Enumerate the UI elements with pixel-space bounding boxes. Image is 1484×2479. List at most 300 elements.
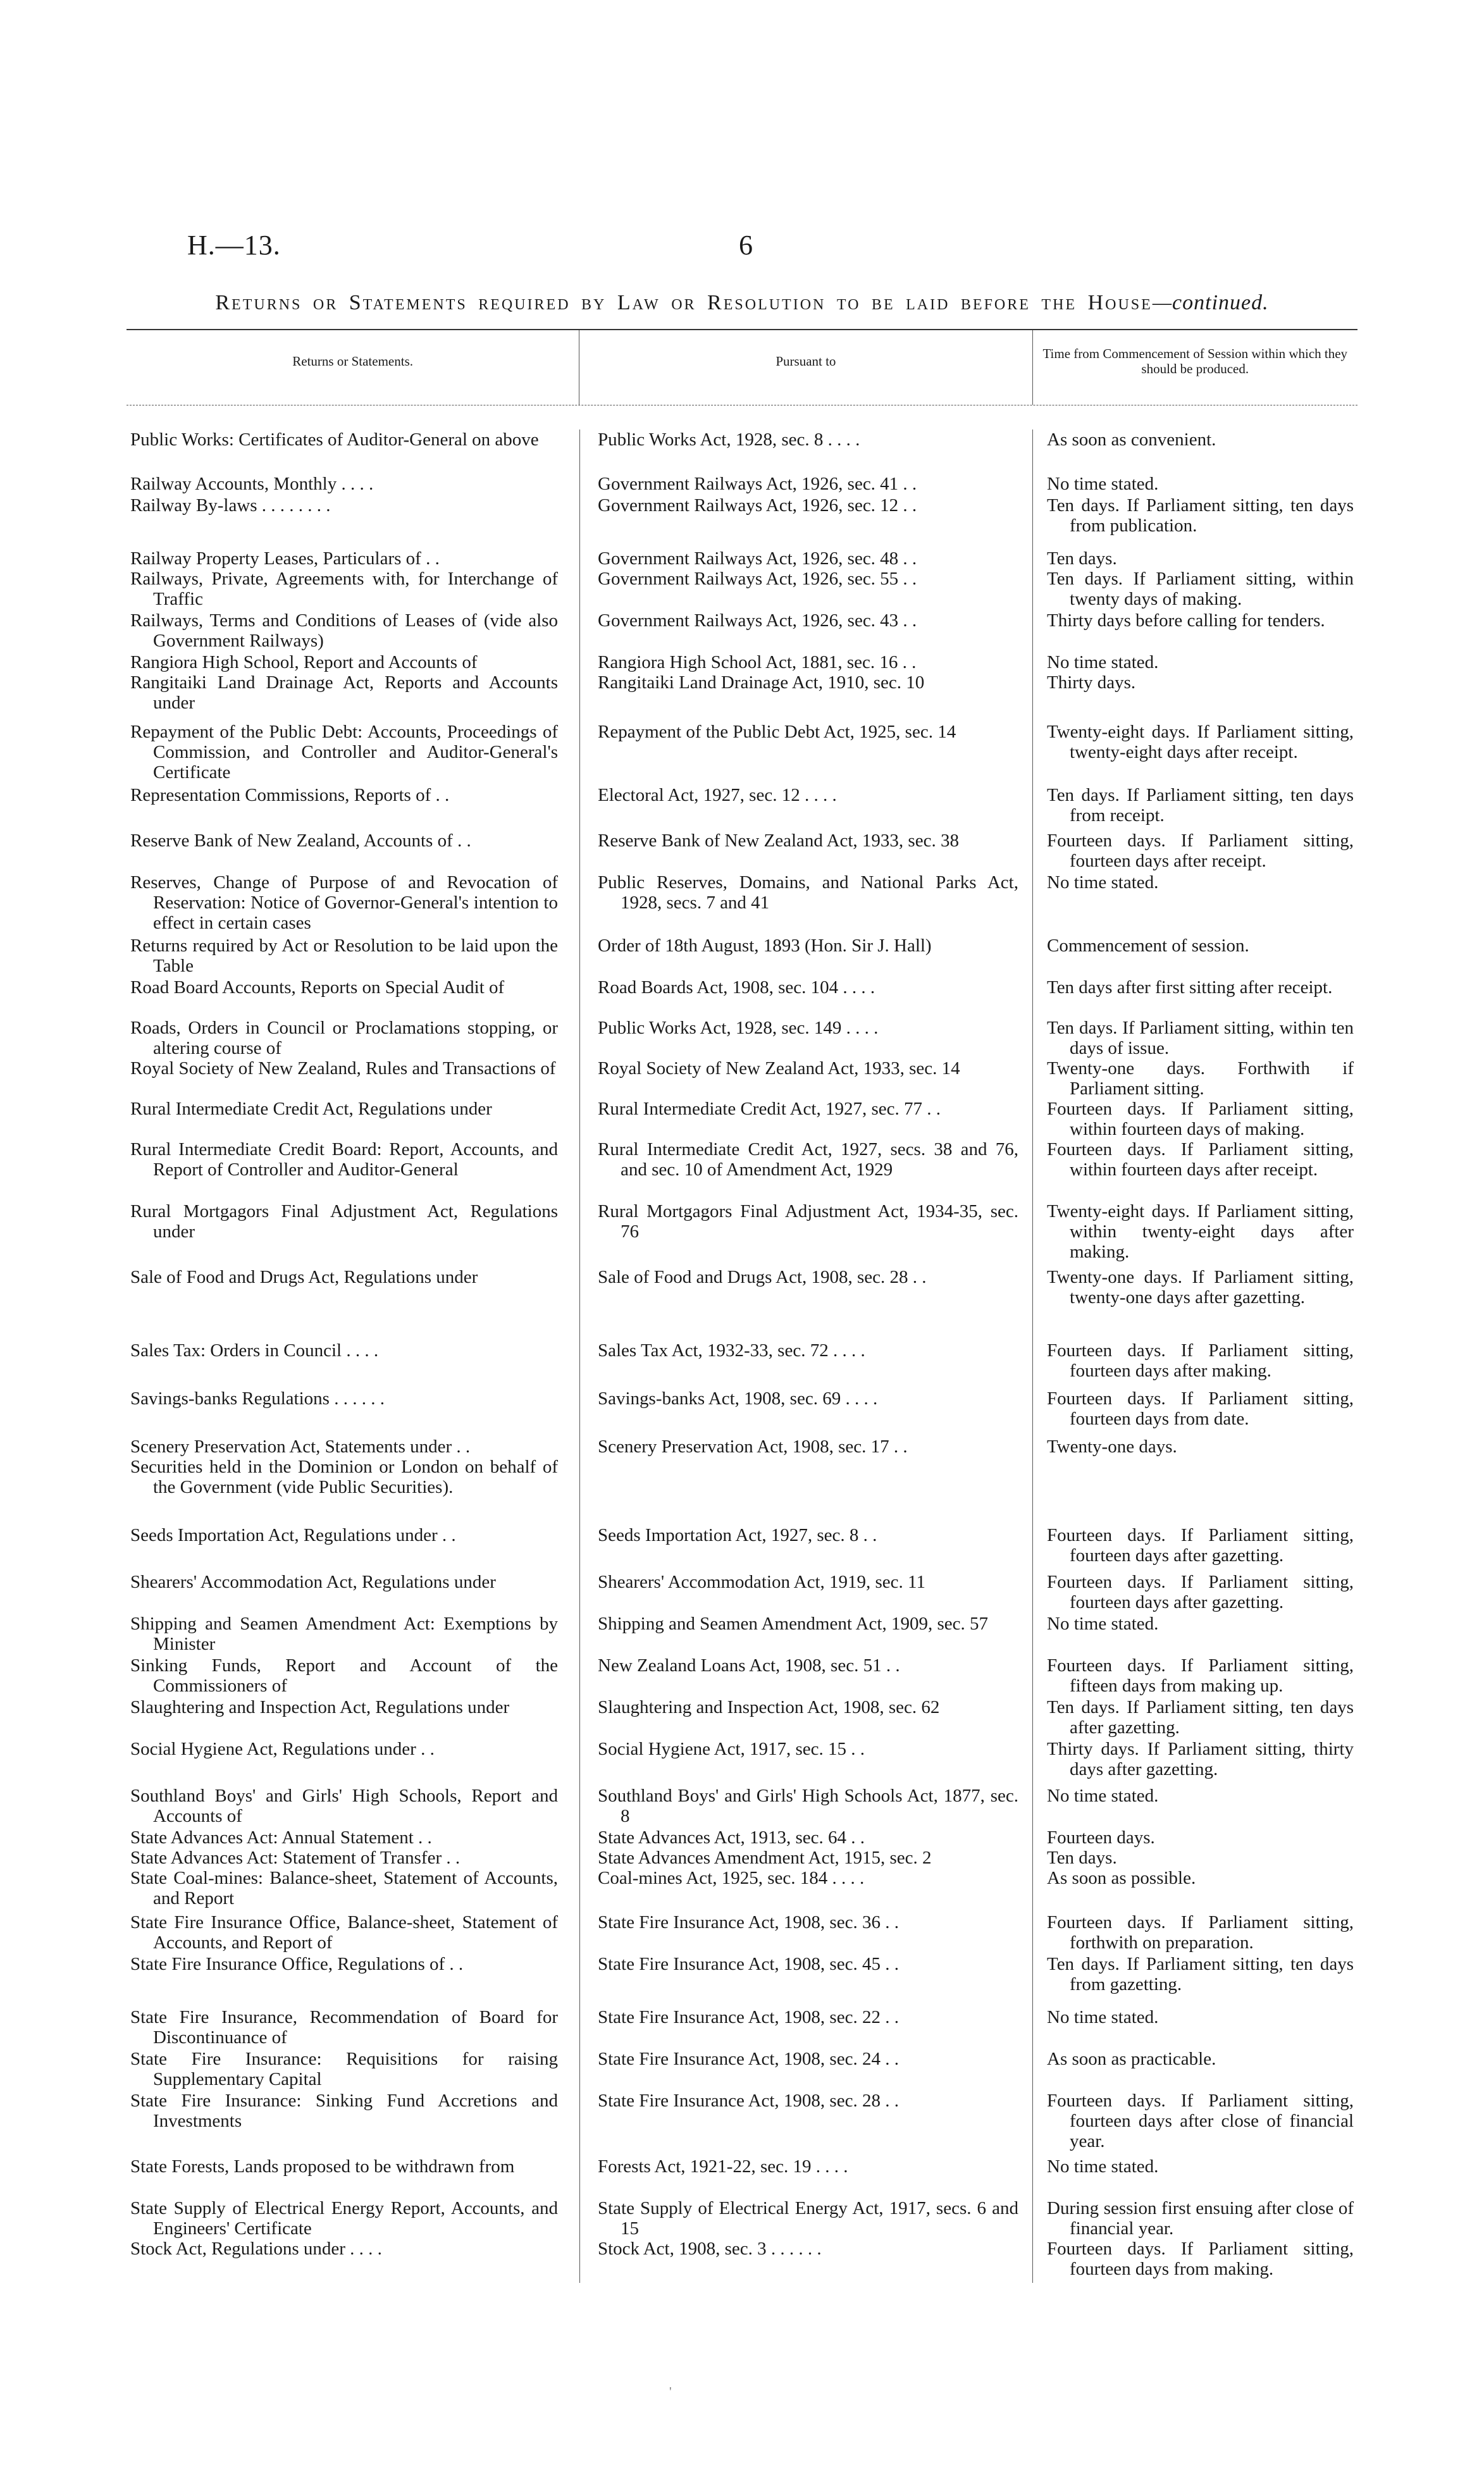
pursuant-cell — [579, 2049, 1032, 2091]
time-cell-text: Thirty days before calling for tenders. — [1047, 610, 1325, 631]
document-title — [0, 291, 1484, 315]
time-cell — [1032, 977, 1357, 1018]
time-cell-text: No time stated. — [1047, 872, 1159, 893]
time-cell — [1032, 1868, 1357, 1912]
time-cell — [1032, 1201, 1357, 1267]
table-row — [127, 1868, 1357, 1912]
pursuant-cell-text: State Fire Insurance Act, 1908, sec. 22 . . — [598, 2007, 899, 2027]
pursuant-cell — [579, 1572, 1032, 1614]
time-cell — [1032, 722, 1357, 785]
returns-cell-text: Roads, Orders in Council or Proclamations stopping, or altering course of — [130, 1018, 558, 1058]
table-row — [127, 1201, 1357, 1267]
time-cell-text: Fourteen days. If Parliament sitting, fourteen days after gazetting. — [1047, 1525, 1354, 1566]
time-cell — [1032, 1954, 1357, 2007]
returns-cell-text: Savings-banks Regulations . . . . . . — [130, 1388, 385, 1409]
returns-cell — [127, 1848, 579, 1868]
pursuant-cell-text: Sales Tax Act, 1932-33, sec. 72 . . . . — [598, 1340, 865, 1361]
table-row — [127, 1437, 1357, 1457]
time-cell — [1032, 1525, 1357, 1572]
table-row — [127, 1267, 1357, 1340]
returns-cell-text: Rural Intermediate Credit Board: Report, Accounts, and Report of Controller and Auditor-General — [130, 1139, 558, 1180]
returns-cell-text: Royal Society of New Zealand, Rules and Transactions of — [130, 1058, 556, 1079]
table-row — [127, 2007, 1357, 2049]
pursuant-cell-text: State Fire Insurance Act, 1908, sec. 45 . . — [598, 1954, 899, 1974]
time-cell — [1032, 2156, 1357, 2198]
time-cell — [1032, 1848, 1357, 1868]
time-cell-text: Fourteen days. If Parliament sitting, within fourteen days of making. — [1047, 1099, 1354, 1139]
pursuant-cell — [579, 977, 1032, 1018]
pursuant-cell — [579, 1099, 1032, 1139]
pursuant-cell-text: Rangitaiki Land Drainage Act, 1910, sec. 10 — [598, 672, 925, 693]
time-cell-text: Commencement of session. — [1047, 936, 1249, 956]
time-cell-text: Fourteen days. — [1047, 1827, 1155, 1848]
pursuant-cell-text: Government Railways Act, 1926, sec. 12 . . — [598, 495, 917, 516]
returns-cell — [127, 1868, 579, 1912]
table-header — [127, 330, 1357, 405]
time-cell — [1032, 548, 1357, 569]
pursuant-cell — [579, 495, 1032, 548]
time-cell-text: No time stated. — [1047, 1614, 1159, 1634]
time-cell — [1032, 785, 1357, 831]
returns-cell — [127, 474, 579, 495]
table-row — [127, 2091, 1357, 2156]
returns-cell — [127, 1912, 579, 1954]
pursuant-cell-text: Royal Society of New Zealand Act, 1933, sec. 14 — [598, 1058, 960, 1079]
time-cell — [1032, 1786, 1357, 1827]
returns-cell — [127, 2007, 579, 2049]
returns-cell-text: Reserves, Change of Purpose of and Revocation of Reservation: Notice of Governor-General's intention to effect in certain cases — [130, 872, 558, 933]
pursuant-cell-text: Savings-banks Act, 1908, sec. 69 . . . . — [598, 1388, 878, 1409]
returns-cell — [127, 1739, 579, 1786]
returns-cell-text: Railways, Private, Agreements with, for Interchange of Traffic — [130, 569, 558, 609]
time-cell — [1032, 1912, 1357, 1954]
pursuant-cell — [579, 610, 1032, 652]
table-row — [127, 831, 1357, 872]
returns-cell — [127, 977, 579, 1018]
time-cell-text: Ten days after first sitting after receipt. — [1047, 977, 1333, 998]
title-text: Returns or Statements required by Law or Resolution to be laid before the House — [215, 291, 1153, 314]
returns-cell — [127, 1655, 579, 1697]
returns-cell-text: Securities held in the Dominion or London on behalf of the Government (vide Public Securities). — [130, 1457, 558, 1497]
table-row — [127, 936, 1357, 977]
pursuant-cell — [579, 936, 1032, 977]
time-cell-text: During session first ensuing after close of financial year. — [1047, 2198, 1354, 2239]
time-cell — [1032, 495, 1357, 548]
time-cell — [1032, 1018, 1357, 1058]
returns-cell-text: State Fire Insurance Office, Regulations of . . — [130, 1954, 464, 1974]
pursuant-cell — [579, 2239, 1032, 2283]
title-continued: —continued. — [1152, 291, 1269, 314]
returns-cell — [127, 1388, 579, 1437]
returns-cell — [127, 2239, 579, 2283]
pursuant-cell-text: State Supply of Electrical Energy Act, 1917, secs. 6 and 15 — [598, 2198, 1018, 2239]
table-row — [127, 2198, 1357, 2239]
returns-cell — [127, 1614, 579, 1655]
returns-cell — [127, 2198, 579, 2239]
pursuant-cell — [579, 1697, 1032, 1739]
pursuant-cell — [579, 785, 1032, 831]
pursuant-cell-text: Government Railways Act, 1926, sec. 48 . . — [598, 548, 917, 569]
returns-cell — [127, 2049, 579, 2091]
pursuant-cell — [579, 1614, 1032, 1655]
table-row — [127, 1912, 1357, 1954]
time-cell — [1032, 2239, 1357, 2283]
table-row — [127, 1058, 1357, 1099]
time-cell-text: No time stated. — [1047, 474, 1159, 494]
pursuant-cell — [579, 652, 1032, 672]
time-cell-text: No time stated. — [1047, 2156, 1159, 2177]
returns-cell-text: State Forests, Lands proposed to be withdrawn from — [130, 2156, 515, 2177]
time-cell-text: As soon as practicable. — [1047, 2049, 1216, 2069]
pursuant-cell-text: Southland Boys' and Girls' High Schools Act, 1877, sec. 8 — [598, 1786, 1018, 1826]
returns-cell — [127, 1340, 579, 1388]
table-row — [127, 430, 1357, 474]
returns-cell-text: State Fire Insurance: Sinking Fund Accretions and Investments — [130, 2091, 558, 2131]
document-reference: H.—13. — [187, 230, 281, 261]
table-row — [127, 1139, 1357, 1201]
time-cell — [1032, 1827, 1357, 1848]
returns-cell — [127, 1525, 579, 1572]
pursuant-cell-text: Order of 18th August, 1893 (Hon. Sir J. Hall) — [598, 936, 932, 956]
time-cell — [1032, 1340, 1357, 1388]
time-cell-text: Fourteen days. If Parliament sitting, fourteen days from date. — [1047, 1388, 1354, 1429]
table-row — [127, 1340, 1357, 1388]
time-cell — [1032, 1139, 1357, 1201]
time-cell — [1032, 1739, 1357, 1786]
table-row — [127, 1525, 1357, 1572]
pursuant-cell — [579, 672, 1032, 722]
pursuant-cell — [579, 1868, 1032, 1912]
returns-cell-text: Southland Boys' and Girls' High Schools, Report and Accounts of — [130, 1786, 558, 1826]
pursuant-cell — [579, 569, 1032, 610]
returns-cell — [127, 430, 579, 474]
table-row — [127, 722, 1357, 785]
time-cell-text: Fourteen days. If Parliament sitting, fourteen days after receipt. — [1047, 831, 1354, 871]
pursuant-cell-text: State Advances Amendment Act, 1915, sec. 2 — [598, 1848, 932, 1868]
pursuant-cell-text: Repayment of the Public Debt Act, 1925, sec. 14 — [598, 722, 956, 742]
returns-cell — [127, 2091, 579, 2156]
table-row — [127, 1018, 1357, 1058]
pursuant-cell-text: Shipping and Seamen Amendment Act, 1909, sec. 57 — [598, 1614, 988, 1634]
table-row — [127, 1739, 1357, 1786]
returns-cell-text: Railway Property Leases, Particulars of . . — [130, 548, 440, 569]
pursuant-cell — [579, 2091, 1032, 2156]
time-cell — [1032, 1572, 1357, 1614]
pursuant-cell-text: State Fire Insurance Act, 1908, sec. 28 . . — [598, 2091, 899, 2111]
returns-cell — [127, 785, 579, 831]
returns-cell — [127, 1267, 579, 1340]
pursuant-cell — [579, 1655, 1032, 1697]
pursuant-cell — [579, 1954, 1032, 2007]
time-cell-text: Twenty-eight days. If Parliament sitting, twenty-eight days after receipt. — [1047, 722, 1354, 762]
pursuant-cell — [579, 474, 1032, 495]
returns-cell-text: Sinking Funds, Report and Account of the Commissioners of — [130, 1655, 558, 1696]
returns-cell-text: State Supply of Electrical Energy Report, Accounts, and Engineers' Certificate — [130, 2198, 558, 2239]
table-row — [127, 652, 1357, 672]
table-body — [127, 405, 1357, 2283]
pursuant-cell — [579, 1739, 1032, 1786]
pursuant-cell-text: Public Reserves, Domains, and National Parks Act, 1928, secs. 7 and 41 — [598, 872, 1018, 913]
time-cell — [1032, 1058, 1357, 1099]
pursuant-cell-text: Stock Act, 1908, sec. 3 . . . . . . — [598, 2239, 822, 2259]
returns-cell-text: Slaughtering and Inspection Act, Regulations under — [130, 1697, 510, 1717]
pursuant-cell — [579, 1139, 1032, 1201]
returns-cell-text: Road Board Accounts, Reports on Special Audit of — [130, 977, 505, 998]
pursuant-cell — [579, 2156, 1032, 2198]
returns-cell-text: Representation Commissions, Reports of . . — [130, 785, 450, 805]
table-row — [127, 2156, 1357, 2198]
returns-cell-text: Railways, Terms and Conditions of Leases of (vide also Government Railways) — [130, 610, 558, 651]
time-cell — [1032, 872, 1357, 936]
table-row — [127, 1655, 1357, 1697]
returns-cell — [127, 722, 579, 785]
table-row — [127, 1388, 1357, 1437]
column-header-pursuant: Pursuant to — [579, 330, 1032, 405]
column-header-time: Time from Commencement of Session within which they should be produced. — [1032, 330, 1357, 405]
pursuant-cell — [579, 872, 1032, 936]
pursuant-cell — [579, 722, 1032, 785]
pursuant-cell-text: State Advances Act, 1913, sec. 64 . . — [598, 1827, 865, 1848]
returns-cell — [127, 1457, 579, 1525]
time-cell — [1032, 672, 1357, 722]
returns-cell — [127, 672, 579, 722]
time-cell-text: Fourteen days. If Parliament sitting, forthwith on preparation. — [1047, 1912, 1354, 1953]
returns-cell-text: Social Hygiene Act, Regulations under . . — [130, 1739, 435, 1759]
pursuant-cell — [579, 1525, 1032, 1572]
time-cell — [1032, 2049, 1357, 2091]
returns-cell — [127, 831, 579, 872]
returns-cell — [127, 1697, 579, 1739]
returns-cell-text: State Fire Insurance: Requisitions for raising Supplementary Capital — [130, 2049, 558, 2089]
pursuant-cell-text: Social Hygiene Act, 1917, sec. 15 . . — [598, 1739, 865, 1759]
returns-cell-text: Rural Intermediate Credit Act, Regulations under — [130, 1099, 492, 1119]
time-cell — [1032, 2091, 1357, 2156]
table-row — [127, 672, 1357, 722]
time-cell — [1032, 1655, 1357, 1697]
pursuant-cell — [579, 2198, 1032, 2239]
pursuant-cell-text: Sale of Food and Drugs Act, 1908, sec. 28 . . — [598, 1267, 927, 1287]
returns-cell — [127, 495, 579, 548]
time-cell — [1032, 1267, 1357, 1340]
pursuant-cell-text: Slaughtering and Inspection Act, 1908, sec. 62 — [598, 1697, 940, 1717]
time-cell — [1032, 569, 1357, 610]
pursuant-cell-text: Seeds Importation Act, 1927, sec. 8 . . — [598, 1525, 877, 1545]
time-cell-text: Ten days. If Parliament sitting, ten days from receipt. — [1047, 785, 1354, 825]
pursuant-cell-text: Electoral Act, 1927, sec. 12 . . . . — [598, 785, 837, 805]
table-row — [127, 610, 1357, 652]
pursuant-cell-text: Rural Intermediate Credit Act, 1927, secs. 38 and 76, and sec. 10 of Amendment Act, 1929 — [598, 1139, 1018, 1180]
time-cell-text: As soon as possible. — [1047, 1868, 1196, 1888]
pursuant-cell-text: State Fire Insurance Act, 1908, sec. 36 . . — [598, 1912, 899, 1932]
returns-cell — [127, 610, 579, 652]
table-row — [127, 977, 1357, 1018]
pursuant-cell-text: Forests Act, 1921-22, sec. 19 . . . . — [598, 2156, 848, 2177]
pursuant-cell — [579, 1201, 1032, 1267]
pursuant-cell-text: State Fire Insurance Act, 1908, sec. 24 . . — [598, 2049, 899, 2069]
time-cell — [1032, 1457, 1357, 1525]
pursuant-cell-text: Government Railways Act, 1926, sec. 43 . . — [598, 610, 917, 631]
time-cell-text: Fourteen days. If Parliament sitting, fifteen days from making up. — [1047, 1655, 1354, 1696]
pursuant-cell — [579, 1018, 1032, 1058]
pursuant-cell-text: Shearers' Accommodation Act, 1919, sec. 11 — [598, 1572, 925, 1592]
pursuant-cell-text: Rangiora High School Act, 1881, sec. 16 . . — [598, 652, 917, 672]
pursuant-cell-text: Government Railways Act, 1926, sec. 41 . . — [598, 474, 917, 494]
table-row — [127, 785, 1357, 831]
time-cell-text: No time stated. — [1047, 652, 1159, 672]
table-row — [127, 1572, 1357, 1614]
returns-cell-text: Railway By-laws . . . . . . . . — [130, 495, 331, 516]
time-cell-text: Thirty days. If Parliament sitting, thirty days after gazetting. — [1047, 1739, 1354, 1779]
pursuant-cell — [579, 548, 1032, 569]
returns-cell-text: Stock Act, Regulations under . . . . — [130, 2239, 382, 2259]
time-cell-text: Ten days. If Parliament sitting, within twenty days of making. — [1047, 569, 1354, 609]
time-cell-text: Twenty-one days. — [1047, 1437, 1177, 1457]
returns-cell-text: Returns required by Act or Resolution to be laid upon the Table — [130, 936, 558, 976]
returns-cell — [127, 652, 579, 672]
pursuant-cell — [579, 831, 1032, 872]
returns-cell-text: State Coal-mines: Balance-sheet, Statement of Accounts, and Report — [130, 1868, 558, 1908]
pursuant-cell-text: Rural Intermediate Credit Act, 1927, sec. 77 . . — [598, 1099, 941, 1119]
returns-table — [127, 329, 1357, 2283]
returns-cell-text: Rangiora High School, Report and Accounts of — [130, 652, 478, 672]
time-cell-text: Thirty days. — [1047, 672, 1136, 693]
returns-cell — [127, 2156, 579, 2198]
returns-cell-text: Shipping and Seamen Amendment Act: Exemptions by Minister — [130, 1614, 558, 1654]
pursuant-cell — [579, 1388, 1032, 1437]
time-cell-text: Ten days. If Parliament sitting, within ten days of issue. — [1047, 1018, 1354, 1058]
pursuant-cell-text: Rural Mortgagors Final Adjustment Act, 1934-35, sec. 76 — [598, 1201, 1018, 1242]
time-cell — [1032, 652, 1357, 672]
table-row — [127, 1848, 1357, 1868]
returns-cell — [127, 1786, 579, 1827]
pursuant-cell — [579, 1912, 1032, 1954]
returns-cell — [127, 936, 579, 977]
time-cell — [1032, 430, 1357, 474]
returns-cell — [127, 548, 579, 569]
table-row — [127, 1099, 1357, 1139]
time-cell — [1032, 474, 1357, 495]
returns-cell-text: State Fire Insurance Office, Balance-sheet, Statement of Accounts, and Report of — [130, 1912, 558, 1953]
pursuant-cell-text: New Zealand Loans Act, 1908, sec. 51 . . — [598, 1655, 900, 1676]
pursuant-cell — [579, 1437, 1032, 1457]
time-cell-text: Ten days. If Parliament sitting, ten days from gazetting. — [1047, 1954, 1354, 1994]
returns-cell-text: State Fire Insurance, Recommendation of Board for Discontinuance of — [130, 2007, 558, 2048]
pursuant-cell — [579, 1457, 1032, 1525]
time-cell-text: Fourteen days. If Parliament sitting, within fourteen days after receipt. — [1047, 1139, 1354, 1180]
table-row — [127, 1954, 1357, 2007]
returns-cell — [127, 1201, 579, 1267]
time-cell — [1032, 936, 1357, 977]
time-cell — [1032, 1697, 1357, 1739]
returns-cell — [127, 1827, 579, 1848]
time-cell-text: Fourteen days. If Parliament sitting, fourteen days after gazetting. — [1047, 1572, 1354, 1612]
returns-cell-text: Seeds Importation Act, Regulations under . . — [130, 1525, 456, 1545]
time-cell — [1032, 2198, 1357, 2239]
returns-cell-text: Rangitaiki Land Drainage Act, Reports and Accounts under — [130, 672, 558, 713]
time-cell-text: Ten days. — [1047, 548, 1117, 569]
table-row — [127, 2049, 1357, 2091]
column-header-returns: Returns or Statements. — [292, 353, 413, 369]
time-cell-text: Ten days. If Parliament sitting, ten days from publication. — [1047, 495, 1354, 536]
returns-cell — [127, 1954, 579, 2007]
pursuant-cell-text: Public Works Act, 1928, sec. 149 . . . . — [598, 1018, 879, 1038]
returns-cell — [127, 1572, 579, 1614]
table-row — [127, 872, 1357, 936]
returns-cell-text: Public Works: Certificates of Auditor-General on above — [130, 430, 539, 450]
time-cell-text: Twenty-one days. Forthwith if Parliament sitting. — [1047, 1058, 1354, 1099]
time-cell — [1032, 2007, 1357, 2049]
returns-cell-text: State Advances Act: Annual Statement . . — [130, 1827, 432, 1848]
time-cell-text: Fourteen days. If Parliament sitting, fourteen days after close of financial year. — [1047, 2091, 1354, 2151]
pursuant-cell — [579, 2007, 1032, 2049]
table-row — [127, 1697, 1357, 1739]
page-number: 6 — [739, 230, 753, 261]
time-cell — [1032, 831, 1357, 872]
time-cell — [1032, 1099, 1357, 1139]
time-cell — [1032, 1614, 1357, 1655]
time-cell — [1032, 610, 1357, 652]
pursuant-cell-text: Government Railways Act, 1926, sec. 55 . . — [598, 569, 917, 589]
returns-cell-text: Shearers' Accommodation Act, Regulations under — [130, 1572, 496, 1592]
pursuant-cell-text: Scenery Preservation Act, 1908, sec. 17 . . — [598, 1437, 908, 1457]
table-row — [127, 548, 1357, 569]
time-cell-text: Fourteen days. If Parliament sitting, fourteen days from making. — [1047, 2239, 1354, 2279]
returns-cell — [127, 569, 579, 610]
pursuant-cell — [579, 1267, 1032, 1340]
pursuant-cell — [579, 430, 1032, 474]
returns-cell — [127, 1437, 579, 1457]
table-row — [127, 474, 1357, 495]
page-header — [0, 229, 1484, 267]
pursuant-cell-text: Coal-mines Act, 1925, sec. 184 . . . . — [598, 1868, 865, 1888]
time-cell-text: No time stated. — [1047, 2007, 1159, 2027]
time-cell — [1032, 1437, 1357, 1457]
returns-cell — [127, 1018, 579, 1058]
pursuant-cell — [579, 1848, 1032, 1868]
returns-cell-text: Reserve Bank of New Zealand, Accounts of . . — [130, 831, 471, 851]
table-row — [127, 1457, 1357, 1525]
returns-cell-text: Scenery Preservation Act, Statements under . . — [130, 1437, 471, 1457]
returns-cell-text: Repayment of the Public Debt: Accounts, Proceedings of Commission, and Controller and Auditor-General's Certificate — [130, 722, 558, 782]
stray-mark: ' — [669, 2385, 672, 2399]
returns-cell-text: Sale of Food and Drugs Act, Regulations under — [130, 1267, 478, 1287]
returns-cell-text: Rural Mortgagors Final Adjustment Act, Regulations under — [130, 1201, 558, 1242]
returns-cell — [127, 1099, 579, 1139]
time-cell-text: Twenty-eight days. If Parliament sitting, within twenty-eight days after making. — [1047, 1201, 1354, 1262]
time-cell-text: As soon as convenient. — [1047, 430, 1216, 450]
time-cell — [1032, 1388, 1357, 1437]
returns-cell-text: State Advances Act: Statement of Transfer . . — [130, 1848, 461, 1868]
time-cell-text: Ten days. If Parliament sitting, ten days after gazetting. — [1047, 1697, 1354, 1738]
returns-cell-text: Sales Tax: Orders in Council . . . . — [130, 1340, 379, 1361]
pursuant-cell — [579, 1827, 1032, 1848]
pursuant-cell — [579, 1340, 1032, 1388]
pursuant-cell-text: Road Boards Act, 1908, sec. 104 . . . . — [598, 977, 875, 998]
table-row — [127, 1786, 1357, 1827]
table-row — [127, 1827, 1357, 1848]
returns-cell-text: Railway Accounts, Monthly . . . . — [130, 474, 374, 494]
pursuant-cell-text: Public Works Act, 1928, sec. 8 . . . . — [598, 430, 860, 450]
pursuant-cell — [579, 1786, 1032, 1827]
pursuant-cell-text: Reserve Bank of New Zealand Act, 1933, sec. 38 — [598, 831, 959, 851]
table-row — [127, 1614, 1357, 1655]
table-row — [127, 495, 1357, 548]
time-cell-text: Twenty-one days. If Parliament sitting, twenty-one days after gazetting. — [1047, 1267, 1354, 1308]
returns-cell — [127, 1058, 579, 1099]
table-row — [127, 2239, 1357, 2283]
time-cell-text: Fourteen days. If Parliament sitting, fourteen days after making. — [1047, 1340, 1354, 1381]
pursuant-cell — [579, 1058, 1032, 1099]
